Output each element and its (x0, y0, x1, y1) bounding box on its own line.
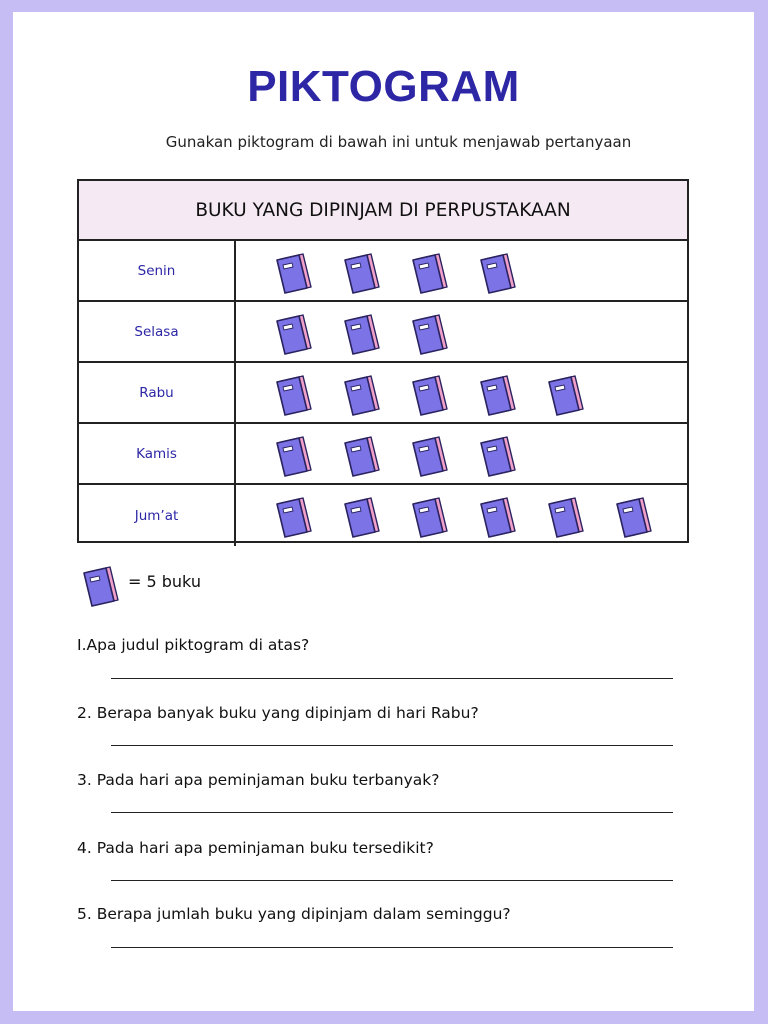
pictogram-row (79, 363, 687, 424)
legend-book-icon (79, 563, 123, 609)
book-icon (408, 372, 452, 418)
answer-line-4[interactable] (111, 880, 673, 881)
book-icon (476, 433, 520, 479)
instructions: Gunakan piktogram di bawah ini untuk menjawab pertanyaan (165, 133, 632, 151)
book-icon (408, 433, 452, 479)
day-label: Jum’at (79, 485, 236, 546)
book-icon (340, 433, 384, 479)
book-icon (340, 311, 384, 357)
book-icon (272, 433, 316, 479)
book-icon (544, 372, 588, 418)
answer-line-1[interactable] (111, 678, 673, 679)
book-icon (408, 250, 452, 296)
day-label: Kamis (79, 424, 236, 483)
book-icon (272, 372, 316, 418)
legend-text: = 5 buku (128, 572, 201, 591)
answer-line-2[interactable] (111, 745, 673, 746)
book-icon (476, 250, 520, 296)
book-icon (272, 311, 316, 357)
book-icon (408, 494, 452, 540)
day-label: Senin (79, 241, 236, 300)
question-1: I.Apa judul piktogram di atas? (77, 636, 310, 654)
page-title: PIKTOGRAM (247, 62, 520, 111)
pictogram-table (77, 179, 689, 543)
chart-title: BUKU YANG DIPINJAM DI PERPUSTAKAAN (79, 181, 687, 241)
question-5: 5. Berapa jumlah buku yang dipinjam dalam seminggu? (77, 905, 511, 923)
worksheet-page (13, 12, 754, 1011)
day-label: Selasa (79, 302, 236, 361)
pictogram-row (79, 302, 687, 363)
answer-line-5[interactable] (111, 947, 673, 948)
question-3: 3. Pada hari apa peminjaman buku terbanyak? (77, 771, 440, 789)
book-icon (408, 311, 452, 357)
book-icon (340, 494, 384, 540)
pictogram-row (79, 485, 687, 546)
pictogram-row (79, 424, 687, 485)
book-icon (272, 494, 316, 540)
book-icon (612, 494, 656, 540)
book-icon (340, 250, 384, 296)
book-icon (544, 494, 588, 540)
question-2: 2. Berapa banyak buku yang dipinjam di hari Rabu? (77, 704, 479, 722)
pictogram-row (79, 241, 687, 302)
book-icon (476, 372, 520, 418)
question-4: 4. Pada hari apa peminjaman buku tersedikit? (77, 839, 434, 857)
book-icon (272, 250, 316, 296)
answer-line-3[interactable] (111, 812, 673, 813)
book-icon (340, 372, 384, 418)
day-label: Rabu (79, 363, 236, 422)
book-icon (476, 494, 520, 540)
